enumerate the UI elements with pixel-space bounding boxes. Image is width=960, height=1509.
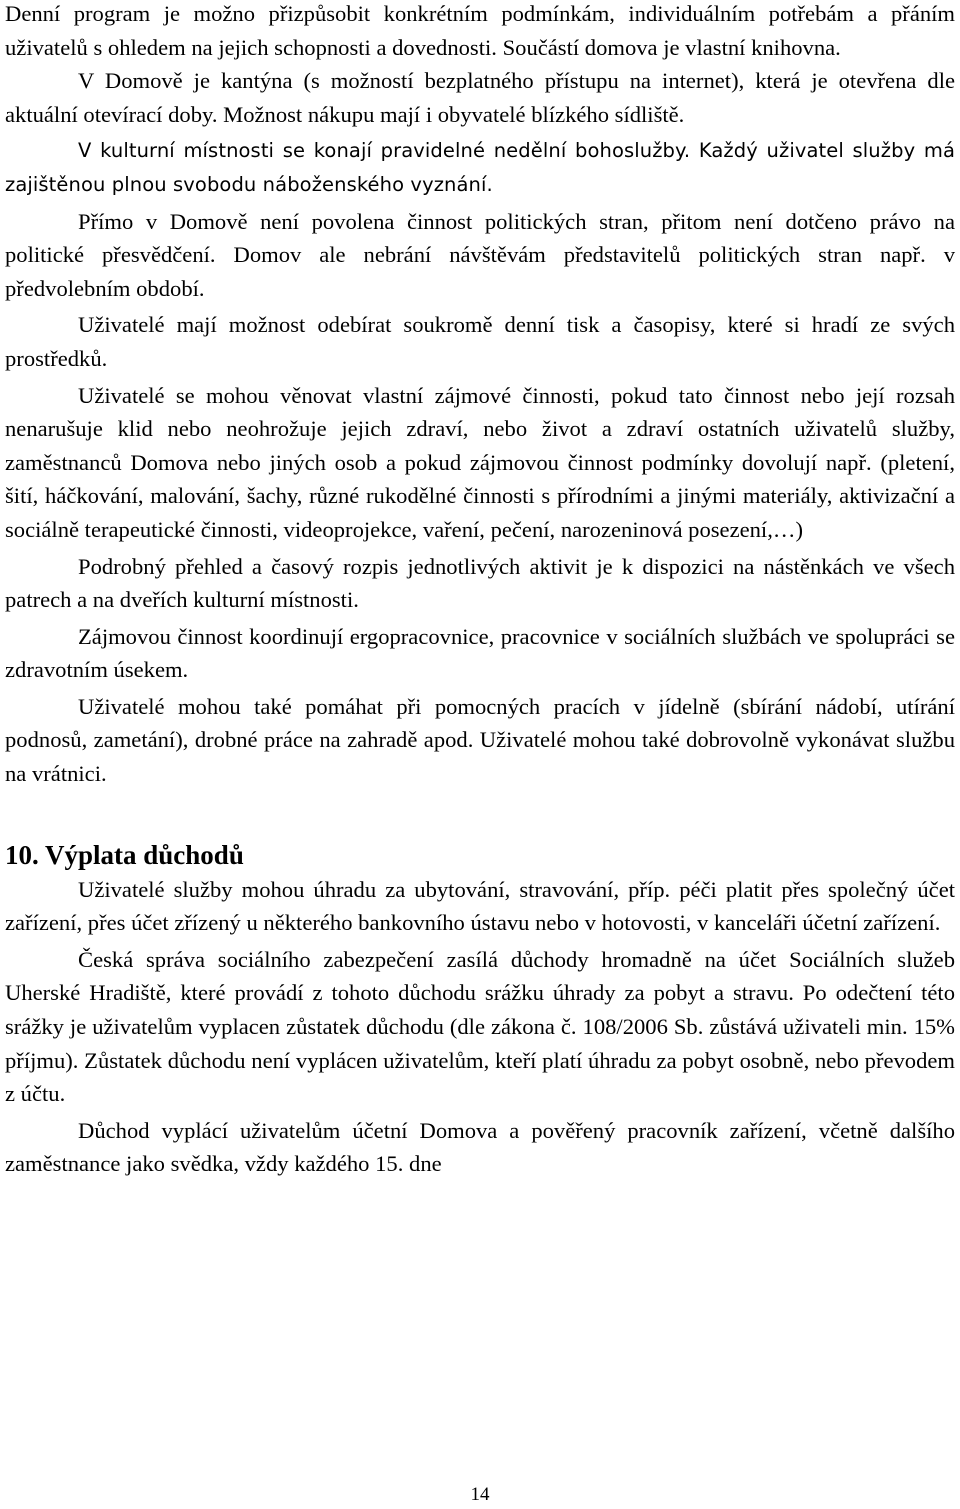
page-number: 14 bbox=[470, 1484, 490, 1505]
paragraph-pension-transfer: Česká správa sociálního zabezpečení zasílá důchody hromadně na účet Sociálních služeb Uherské Hradiště, které provádí z tohoto důchodu srážku úhrady za pobyt a stravu. Po odečtení této srážky je uživatelům vyplacen zůstatek důchodu (dle zákona č. 108/2006 Sb. zůstává uživateli min. 15% příjmu). Zůstatek důchodu není vyplácen uživatelům, kteří platí úhradu za pobyt osobně, nebo převodem z účtu. bbox=[5, 946, 955, 1107]
paragraph-pension-payout: Důchod vyplácí uživatelům účetní Domova a pověřený pracovník zařízení, včetně dalšího zaměstnance jako svědka, vždy každého 15. dne bbox=[5, 1117, 955, 1177]
paragraph-daily-program: Denní program je možno přizpůsobit konkrétním podmínkám, individuálním potřebám a přáním uživatelů s ohledem na jejich schopnosti a dovednosti. Součástí domova je vlastní knihovna. bbox=[5, 1, 955, 60]
paragraph-canteen: V Domově je kantýna (s možností bezplatného přístupu na internet), která je otevřena dle aktuální otevírací doby. Možnost nákupu mají i obyvatelé blízkého sídliště. bbox=[5, 68, 955, 127]
paragraph-hobbies: Uživatelé se mohou věnovat vlastní zájmové činnosti, pokud tato činnost nebo její rozsah nenarušuje klid nebo neohrožuje jejich zdraví, nebo život a zdraví ostatních uživatelů služby, zaměstnanců Domova nebo jiných osob a pokud zájmovou činnost podmínky dovolují např. (pletení, šití, háčkování, malování, šachy, různé rukodělné činnosti s přírodními a jinými materiály, aktivizační a sociálně terapeutické činnosti, videoprojekce, vaření, pečení, narozeninová posezení,…) bbox=[5, 382, 955, 542]
paragraph-coordination: Zájmovou činnost koordinují ergopracovnice, pracovnice v sociálních službách ve spolupráci se zdravotním úsekem. bbox=[5, 623, 955, 683]
paragraph-politics: Přímo v Domově není povolena činnost politických stran, přitom není dotčeno právo na politické přesvědčení. Domov ale nebrání návštěvám představitelů politických stran např. v předvolebním období. bbox=[5, 208, 955, 301]
paragraph-schedule: Podrobný přehled a časový rozpis jednotlivých aktivit je k dispozici na nástěnkách ve všech patrech a na dveřích kulturní místnosti. bbox=[5, 553, 955, 613]
section-heading: 10. Výplata důchodů bbox=[5, 839, 244, 870]
paragraph-volunteer-help: Uživatelé mohou také pomáhat při pomocných pracích v jídelně (sbírání nádobí, utírání podnosů, zametání), drobné práce na zahradě apod. Uživatelé mohou také dobrovolně vykonávat službu na vrátnici. bbox=[5, 693, 955, 787]
paragraph-payment: Uživatelé služby mohou úhradu za ubytování, stravování, příp. péči platit přes společný účet zařízení, přes účet zřízený u některého bankovního ústavu nebo v hotovosti, v kanceláři účetní zařízení. bbox=[5, 876, 955, 936]
paragraph-press: Uživatelé mají možnost odebírat soukromě denní tisk a časopisy, které si hradí ze svých prostředků. bbox=[5, 312, 955, 371]
document-page bbox=[5, 0, 955, 1181]
paragraph-worship: V kulturní místnosti se konají pravidelné nedělní bohoslužby. Každý uživatel služby má zajištěnou plnou svobodu náboženského vyznání. bbox=[5, 139, 955, 196]
